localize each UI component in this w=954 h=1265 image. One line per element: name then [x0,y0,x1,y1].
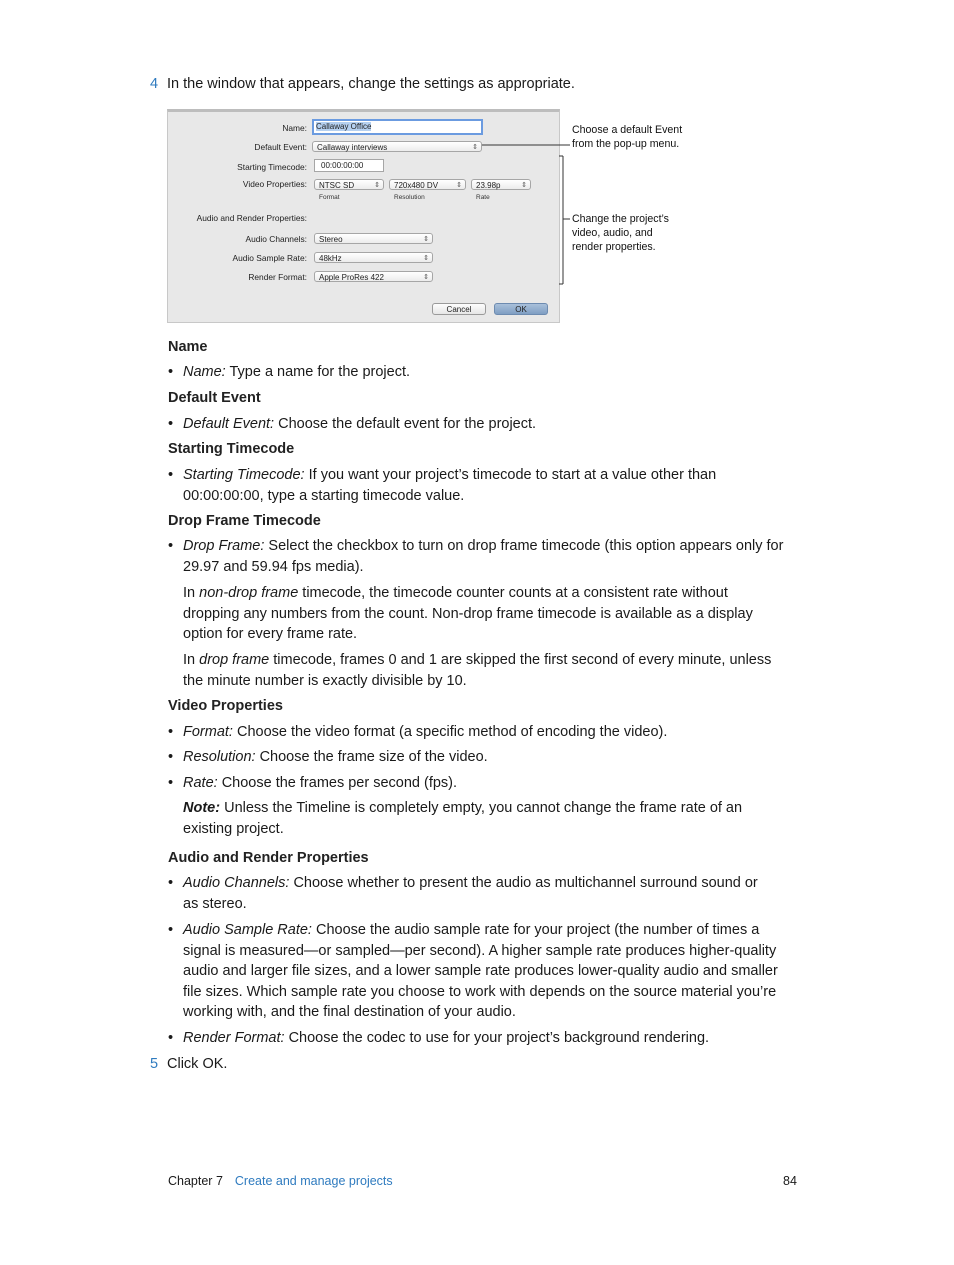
popup-arrows-icon: ⇕ [456,182,462,189]
audio-render-label: Audio and Render Properties: [196,213,307,223]
format-value: NTSC SD [319,181,355,190]
term: Audio Sample Rate: [183,922,312,938]
desc: Choose the video format (a specific method of encoding the video). [232,724,668,740]
bullet-drop-frame: • Drop Frame: Select the checkbox to turn on drop frame timecode (this option appears only for 29.97 and 59.94 fps media). [168,538,784,575]
format-popup[interactable] [314,179,384,190]
term: Starting Timecode: [183,467,305,483]
bullet-audio-channels: • Audio Channels: Choose whether to present the audio as multichannel surround sound or as stereo. [168,875,758,912]
popup-arrows-icon: ⇕ [423,255,429,262]
term: Audio Channels: [183,875,290,891]
name-field-value: Callaway Office [316,122,372,131]
resolution-caption: Resolution [394,194,425,201]
event-callout-line-1: Choose a default Event [572,124,683,136]
default-event-popup[interactable] [312,141,482,152]
bullet-render-format: • Render Format: Choose the codec to use for your project’s background rendering. [168,1030,710,1046]
rate-value: 23.98p [476,181,501,190]
heading-starting-timecode: Starting Timecode [168,441,295,457]
properties-callout-line-2: video, audio, and [572,227,653,239]
format-caption: Format [319,194,340,201]
resolution-value: 720x480 DV [394,181,439,190]
properties-callout-line-1: Change the project’s [572,213,669,225]
render-format-value: Apple ProRes 422 [319,273,384,282]
audio-channels-popup[interactable] [314,233,433,244]
step-number: 5 [150,1056,159,1072]
step-text: Click OK. [167,1056,228,1072]
desc: Select the checkbox to turn on drop frame timecode (this option appears only for 29.97 and 59.94 fps media). [183,538,784,575]
default-event-label: Default Event: [254,142,307,152]
callout-lines [480,140,575,290]
note-paragraph [183,798,773,839]
event-callout [572,123,682,151]
note-label: Note: [183,800,221,816]
text: timecode, the timecode counter counts at a consistent rate without dropping any numbers from the count. Non-drop frame timecode is available as a display option for every frame rate. [183,585,753,643]
heading-drop-frame: Drop Frame Timecode [168,513,321,529]
step-5 [150,1054,227,1074]
popup-arrows-icon: ⇕ [374,182,380,189]
note-text: Unless the Timeline is completely empty, you cannot change the frame rate of an existing project. [183,800,743,837]
render-format-label: Render Format: [248,272,307,282]
footer-chapter [168,1173,393,1189]
heading-audio-render: Audio and Render Properties [168,850,369,866]
term: Format: [183,724,233,740]
chapter-number: Chapter 7 [168,1174,223,1188]
desc: Choose the audio sample rate for your project (the number of times a signal is measured—or sampled—per second). A higher sample rate produces higher-quality audio and larger file sizes, and a lower sample rate produces lower-quality audio and smaller file sizes. Which sample rate you choose to work with depends on the source material you’re working with, and the final destination of your audio. [183,922,778,1021]
emphasis: non-drop frame [199,585,299,601]
non-drop-frame-paragraph [183,583,778,645]
emphasis: drop frame [199,652,270,668]
text: timecode, frames 0 and 1 are skipped the first second of every minute, unless the minute number is exactly divisible by 10. [183,652,772,689]
desc: Choose whether to present the audio as multichannel surround sound or as stereo. [183,875,758,912]
resolution-popup[interactable] [389,179,466,190]
chapter-title-link[interactable]: Create and manage projects [234,1174,393,1188]
audio-channels-label: Audio Channels: [245,234,307,244]
term: Default Event: [183,416,275,432]
properties-callout-line-3: render properties. [572,241,656,253]
desc: Choose the frame size of the video. [255,749,488,765]
term: Drop Frame: [183,538,265,554]
heading-name: Name [168,339,208,355]
starting-timecode-field[interactable]: 00:00:00:00 [314,159,384,172]
popup-arrows-icon: ⇕ [521,182,527,189]
bullet-resolution: • Resolution: Choose the frame size of the video. [168,749,488,765]
term: Render Format: [183,1030,285,1046]
step-4 [150,74,575,94]
heading-video-properties: Video Properties [168,698,283,714]
starting-timecode-label: Starting Timecode: [237,162,307,172]
step-number: 4 [150,76,159,92]
event-callout-line-2: from the pop-up menu. [572,138,680,150]
video-properties-label: Video Properties: [242,179,307,189]
bullet-rate: • Rate: Choose the frames per second (fps). [168,775,458,791]
text: In [183,585,200,601]
default-event-value: Callaway interviews [317,143,388,152]
cancel-button[interactable]: Cancel [432,303,486,315]
rate-caption: Rate [476,194,490,201]
render-format-popup[interactable] [314,271,433,282]
popup-arrows-icon: ⇕ [472,144,478,151]
desc: Choose the codec to use for your project’s background rendering. [284,1030,710,1046]
audio-channels-value: Stereo [319,235,343,244]
page-number: 84 [783,1174,797,1188]
desc: If you want your project’s timecode to start at a value other than 00:00:00:00, type a starting timecode value. [183,467,717,504]
name-field[interactable] [312,119,483,135]
drop-frame-paragraph [183,650,783,691]
desc: Type a name for the project. [225,364,411,380]
text: In [183,652,200,668]
popup-arrows-icon: ⇕ [423,274,429,281]
bullet-default-event: • Default Event: Choose the default event for the project. [168,416,537,432]
heading-default-event: Default Event [168,390,261,406]
audio-sample-rate-value: 48kHz [319,254,342,263]
audio-sample-rate-popup[interactable] [314,252,433,263]
step-text: In the window that appears, change the settings as appropriate. [167,76,575,92]
audio-sample-rate-label: Audio Sample Rate: [232,253,307,263]
properties-callout [572,212,669,254]
bullet-name: • Name: Type a name for the project. [168,364,411,380]
bullet-format: • Format: Choose the video format (a specific method of encoding the video). [168,724,668,740]
ok-button[interactable]: OK [494,303,548,315]
desc: Choose the frames per second (fps). [217,775,458,791]
bullet-audio-sample-rate: • Audio Sample Rate: Choose the audio sample rate for your project (the number of times a signal is measured—or sampled—per second). A higher sample rate produces higher-quality audio and larger file sizes, and a lower sample rate produces lower-quality audio and smaller file sizes. Which sample rate you choose to work with depends on the source material you’re working with, and the final destination of your audio. [168,922,778,1021]
desc: Choose the default event for the project. [274,416,537,432]
term: Rate: [183,775,218,791]
bullet-starting-timecode: • Starting Timecode: If you want your project’s timecode to start at a value other than 00:00:00:00, type a starting timecode value. [168,467,717,504]
term: Resolution: [183,749,256,765]
popup-arrows-icon: ⇕ [423,236,429,243]
name-label: Name: [282,123,307,133]
term: Name: [183,364,226,380]
